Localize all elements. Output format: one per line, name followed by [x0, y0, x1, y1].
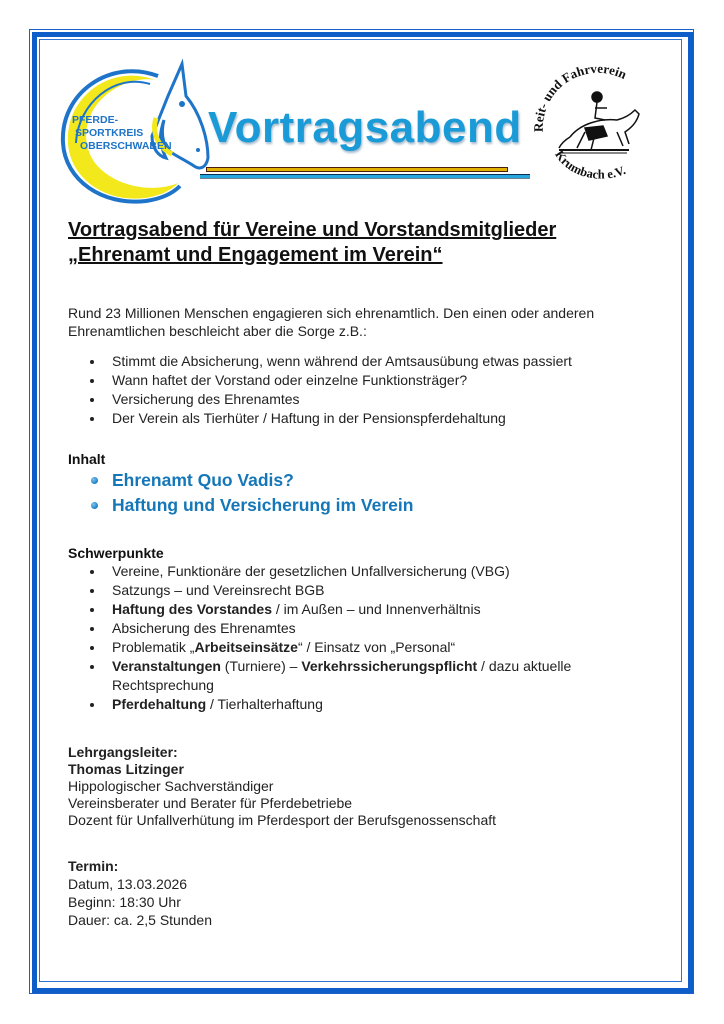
- main-content: [68, 218, 668, 929]
- text: “ / Einsatz von „Personal“: [297, 639, 456, 655]
- title-underline-gold: [206, 167, 508, 172]
- text: / Tierhalterhaftung: [206, 696, 323, 712]
- lehrgangsleiter-line: Vereinsberater und Berater für Pferdebetriebe: [68, 795, 353, 811]
- schwerpunkte-list: [68, 562, 668, 714]
- list-item: Versicherung des Ehrenamtes: [68, 390, 668, 409]
- logo-text-line2: SPORTKREIS: [75, 127, 144, 139]
- bold-text: Pferdehaltung: [112, 696, 207, 712]
- list-item: Vereine, Funktionäre der gesetzlichen Unfallversicherung (VBG): [68, 562, 668, 581]
- list-item: [68, 638, 668, 657]
- list-item: Absicherung des Ehrenamtes: [68, 619, 668, 638]
- inhalt-label: Inhalt: [68, 451, 106, 467]
- list-item: [68, 657, 668, 695]
- lehrgangsleiter-label: Lehrgangsleiter:: [68, 744, 178, 760]
- text: / im Außen – und Innenverhältnis: [272, 601, 481, 617]
- bold-text: Verkehrssicherungspflicht: [301, 658, 478, 674]
- page-title: Vortragsabend: [208, 103, 522, 152]
- list-item: [68, 695, 668, 714]
- logo-text-line3: OBERSCHWABEN: [80, 140, 172, 152]
- text: (Turniere) –: [220, 658, 302, 674]
- title-underline-blue: [200, 174, 530, 179]
- list-item: Wann haftet der Vorstand oder einzelne Funktionsträger?: [68, 371, 668, 390]
- logo-arc-top-text: Reit- und Fahrverein: [530, 62, 630, 133]
- list-item: Satzungs – und Vereinsrecht BGB: [68, 581, 668, 600]
- list-item: Haftung und Versicherung im Verein: [68, 493, 668, 518]
- intro-paragraph: Rund 23 Millionen Menschen engagieren sich ehrenamtlich. Den einen oder anderen Ehrenamtlichen beschleicht aber die Sorge z.B.:: [68, 305, 595, 339]
- list-item: Der Verein als Tierhüter / Haftung in der Pensionspferdehaltung: [68, 409, 668, 428]
- headline-line1: Vortragsabend für Vereine und Vorstandsmitglieder: [68, 219, 557, 241]
- termin-datum: Datum, 13.03.2026: [68, 876, 188, 892]
- lehrgangsleiter-line: Hippologischer Sachverständiger: [68, 778, 274, 794]
- schwerpunkte-label: Schwerpunkte: [68, 545, 164, 561]
- list-item: Stimmt die Absicherung, wenn während der Amtsausübung etwas passiert: [68, 352, 668, 371]
- termin-label: Termin:: [68, 858, 119, 874]
- lehrgangsleiter-section: [68, 744, 668, 829]
- headline-line2: „Ehrenamt und Engagement im Verein“: [68, 244, 443, 266]
- bold-text: Arbeitseinsätze: [194, 639, 298, 655]
- jumping-horse-icon: [559, 92, 639, 153]
- termin-dauer: Dauer: ca. 2,5 Stunden: [68, 912, 212, 928]
- list-item: [68, 600, 668, 619]
- bold-text: Veranstaltungen: [112, 658, 221, 674]
- termin-beginn: Beginn: 18:30 Uhr: [68, 894, 181, 910]
- text: / dazu aktuelle Rechtsprechung: [112, 658, 572, 693]
- lehrgangsleiter-name: Thomas Litzinger: [68, 761, 184, 777]
- logo-arc-bottom-text: Krumbach e.V.: [552, 147, 628, 182]
- termin-section: [68, 857, 668, 929]
- logo-text-line1: PFERDE-: [72, 114, 119, 126]
- reitverein-krumbach-logo: [525, 62, 670, 197]
- inhalt-list: [68, 468, 668, 518]
- bold-text: Haftung des Vorstandes: [112, 601, 272, 617]
- pferdesportkreis-logo: [60, 58, 210, 208]
- svg-text:Reit- und Fahrverein: [531, 62, 630, 132]
- text: Problematik „: [112, 639, 195, 655]
- lehrgangsleiter-line: Dozent für Unfallverhütung im Pferdesport der Berufsgenossenschaft: [68, 812, 497, 828]
- list-item: Ehrenamt Quo Vadis?: [68, 468, 668, 493]
- questions-list: [68, 352, 668, 428]
